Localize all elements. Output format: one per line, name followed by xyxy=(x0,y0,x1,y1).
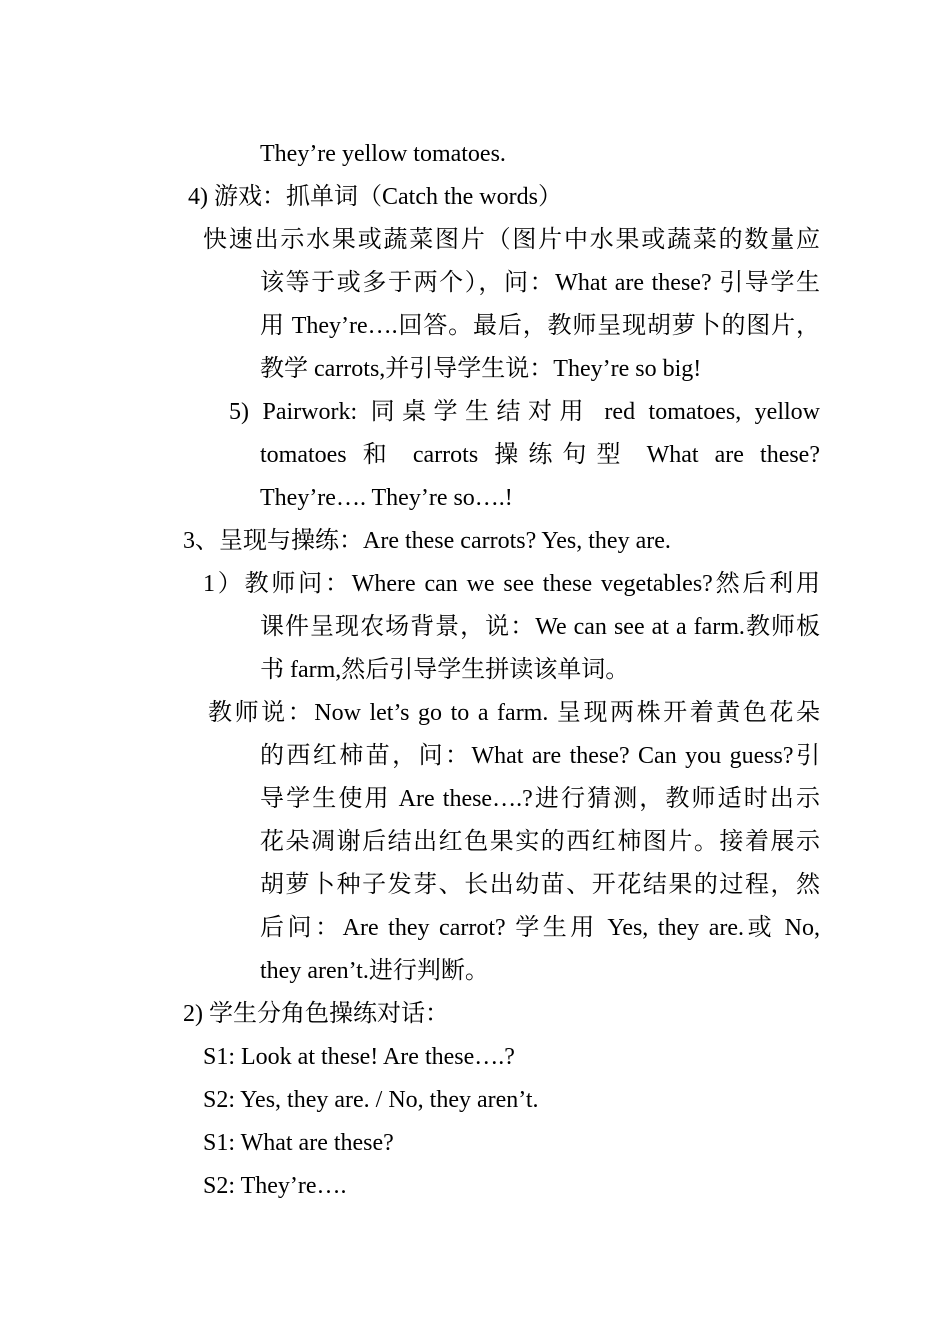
text-line: 后问：Are they carrot? 学生用 Yes, they are.或 No, xyxy=(260,915,820,941)
text-line: 课件呈现农场背景，说：We can see at a farm.教师板 xyxy=(260,614,820,640)
text-line: 2) 学生分角色操练对话： xyxy=(183,1001,449,1027)
text-line: 的西红柿苗，问：What are these? Can you guess?引 xyxy=(260,743,820,769)
text-line: S1: Look at these! Are these….? xyxy=(203,1044,515,1070)
text-line: They’re yellow tomatoes. xyxy=(260,141,506,167)
text-line: 快速出示水果或蔬菜图片（图片中水果或蔬菜的数量应 xyxy=(203,227,820,253)
text-line: 用 They’re….回答。最后，教师呈现胡萝卜的图片， xyxy=(260,313,820,339)
text-line: 3、呈现与操练：Are these carrots? Yes, they are. xyxy=(183,528,671,554)
text-line: 该等于或多于两个），问：What are these? 引导学生 xyxy=(260,270,820,296)
text-line: tomatoes 和 carrots 操练句型 What are these? xyxy=(260,442,820,468)
text-line: 1）教师问：Where can we see these vegetables?然后利用 xyxy=(203,571,820,597)
text-line: 教学 carrots,并引导学生说：They’re so big! xyxy=(260,356,702,382)
text-line: 4) 游戏：抓单词（Catch the words） xyxy=(188,184,562,210)
text-line: 教师说：Now let’s go to a farm. 呈现两株开着黄色花朵 xyxy=(208,700,820,726)
text-line: S2: They’re…. xyxy=(203,1173,347,1199)
text-line: 胡萝卜种子发芽、长出幼苗、开花结果的过程，然 xyxy=(260,872,820,898)
text-line: S1: What are these? xyxy=(203,1130,394,1156)
text-line: 导学生使用 Are these….?进行猜测，教师适时出示 xyxy=(260,786,820,812)
text-line: 5) Pairwork: 同桌学生结对用 red tomatoes, yellow xyxy=(229,399,820,425)
text-line: S2: Yes, they are. / No, they aren’t. xyxy=(203,1087,539,1113)
text-line: They’re…. They’re so….! xyxy=(260,485,513,511)
text-line: 书 farm,然后引导学生拼读该单词。 xyxy=(260,657,630,683)
text-line: 花朵凋谢后结出红色果实的西红柿图片。接着展示 xyxy=(260,829,820,855)
text-line: they aren’t.进行判断。 xyxy=(260,958,489,984)
